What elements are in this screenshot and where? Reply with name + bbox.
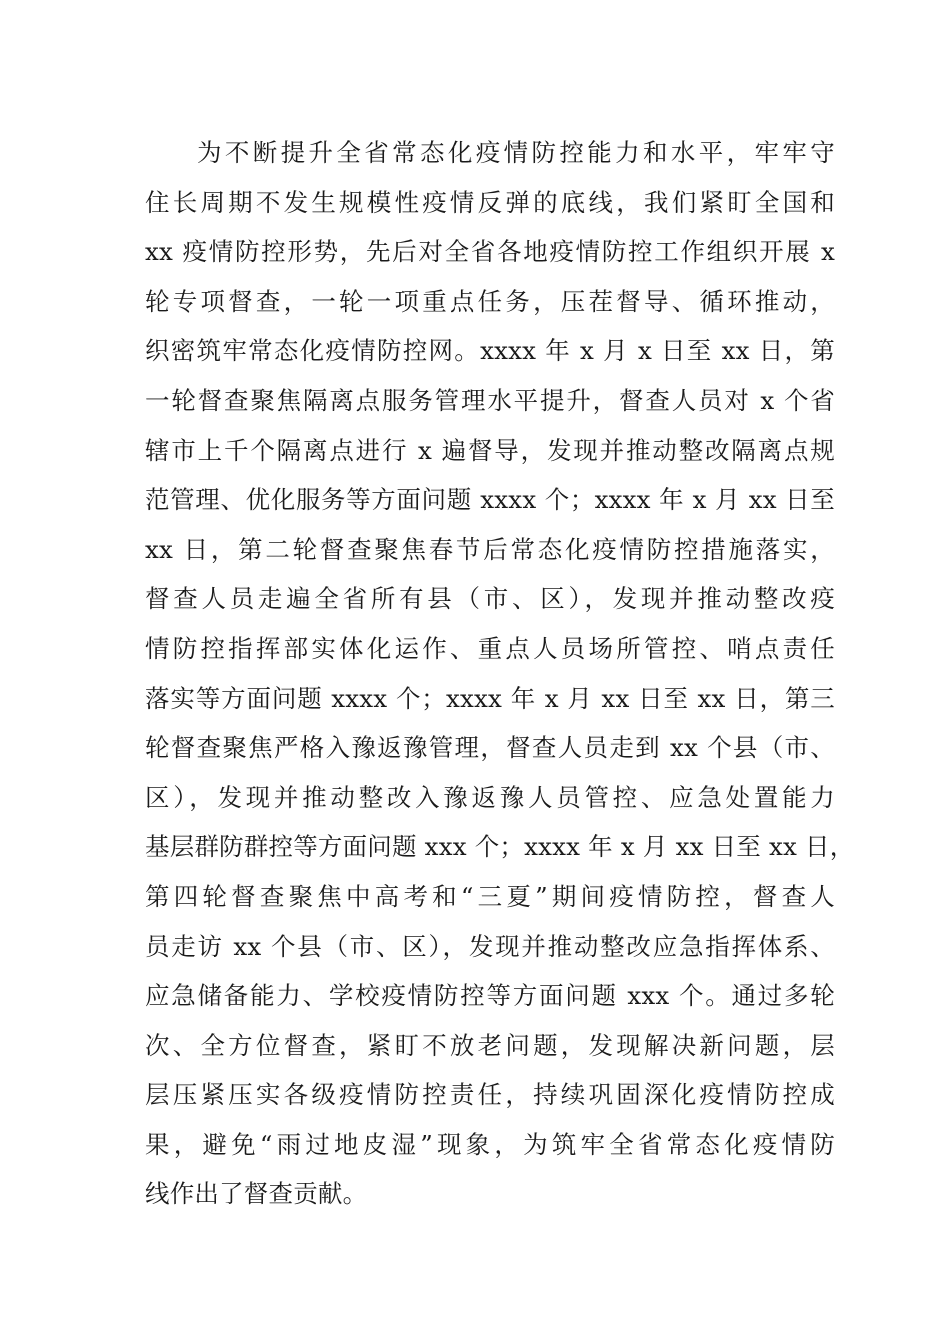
paragraph-line: 落实等方面问题 xxxx 个；xxxx 年 x 月 xx 日至 xx 日，第三 <box>145 683 835 713</box>
paragraph-line: 轮督查聚焦严格入豫返豫管理，督查人员走到 xx 个县（市、 <box>145 733 835 763</box>
paragraph-line: 情防控指挥部实体化运作、重点人员场所管控、哨点责任 <box>145 633 835 663</box>
paragraph-line: 住长周期不发生规模性疫情反弹的底线，我们紧盯全国和 <box>145 187 835 217</box>
paragraph-line: 应急储备能力、学校疫情防控等方面问题 xxx 个。通过多轮 <box>145 981 835 1011</box>
paragraph-line: 第四轮督查聚焦中高考和“三夏”期间疫情防控，督查人 <box>145 881 835 911</box>
paragraph-line: 一轮督查聚焦隔离点服务管理水平提升，督查人员对 x 个省 <box>145 385 835 415</box>
paragraph-line: 层压紧压实各级疫情防控责任，持续巩固深化疫情防控成 <box>145 1080 835 1110</box>
paragraph-line: 区），发现并推动整改入豫返豫人员管控、应急处置能力 <box>145 782 835 812</box>
paragraph-line: 督查人员走遍全省所有县（市、区），发现并推动整改疫 <box>145 584 835 614</box>
paragraph-line: 果，避免“雨过地皮湿”现象，为筑牢全省常态化疫情防 <box>145 1129 835 1159</box>
body-paragraph <box>145 128 855 1219</box>
paragraph-line: 基层群防群控等方面问题 xxx 个；xxxx 年 x 月 xx 日至 xx 日， <box>145 832 855 862</box>
paragraph-line: 织密筑牢常态化疫情防控网。xxxx 年 x 月 x 日至 xx 日，第 <box>145 336 835 366</box>
paragraph-line: 线作出了督查贡献。 <box>145 1179 368 1209</box>
paragraph-line: 辖市上千个隔离点进行 x 遍督导，发现并推动整改隔离点规 <box>145 435 835 465</box>
paragraph-line: xx 日，第二轮督查聚焦春节后常态化疫情防控措施落实， <box>145 534 835 564</box>
paragraph-line: 次、全方位督查，紧盯不放老问题，发现解决新问题，层 <box>145 1030 835 1060</box>
paragraph-line: 员走访 xx 个县（市、区），发现并推动整改应急指挥体系、 <box>145 931 835 961</box>
paragraph-line: 范管理、优化服务等方面问题 xxxx 个；xxxx 年 x 月 xx 日至 <box>145 485 835 515</box>
paragraph-line: 轮专项督查，一轮一项重点任务，压茬督导、循环推动， <box>145 286 835 316</box>
paragraph-line: xx 疫情防控形势，先后对全省各地疫情防控工作组织开展 x <box>145 237 835 267</box>
paragraph-line: 为不断提升全省常态化疫情防控能力和水平，牢牢守 <box>197 138 835 167</box>
